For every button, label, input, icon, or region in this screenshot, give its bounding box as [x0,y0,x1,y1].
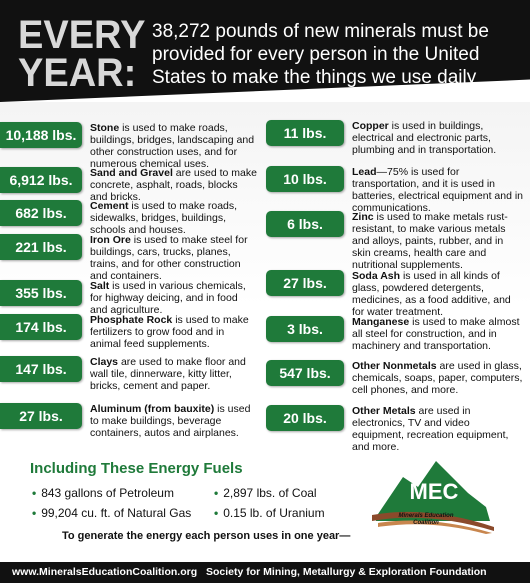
mineral-name: Cement [90,200,129,212]
mineral-text: are used to make concrete, asphalt, roads, blocks and bricks. [90,167,257,203]
amount-badge: 11 lbs. [266,120,344,146]
mineral-name: Clays [90,356,119,368]
bullet-icon: • [214,486,219,500]
logo-acronym: MEC [409,479,459,504]
heading-line-1: EVERY [18,13,146,57]
logo-line-2: Coalition [413,520,439,526]
bullet-icon: • [214,506,219,520]
mineral-row-iron-ore [0,234,258,282]
mineral-description [352,166,524,214]
mineral-text: is used in all kinds of glass, powdered detergents, medicines, as a food additive, and for water treatment. [352,270,511,318]
mineral-text: is used to make steel for buildings, cars, trucks, planes, trains, and for other construction and containers. [90,234,248,282]
mineral-name: Iron Ore [90,234,131,246]
mineral-name: Salt [90,280,110,292]
heading-line-2: YEAR: [18,51,137,95]
mineral-name: Manganese [352,316,410,328]
mineral-name: Zinc [352,211,374,223]
fuel-item [32,506,191,520]
amount-badge: 3 lbs. [266,316,344,342]
mineral-text: are used to make floor and wall tile, dinnerware, kitty litter, bricks, cement and paper. [90,356,246,392]
amount-badge: 147 lbs. [0,356,82,382]
mineral-text: is used to make almost all steel for construction, and in machinery and transportation. [352,316,520,352]
fuel-text: 843 gallons of Petroleum [41,486,174,500]
mineral-name: Copper [352,120,389,132]
amount-badge: 20 lbs. [266,405,344,431]
mineral-name: Other Metals [352,405,416,417]
mineral-text: —75% is used for transportation, and it is used in batteries, electrical equipment and in communications. [352,166,524,214]
mineral-text: are used in glass, chemicals, soaps, paper, computers, cell phones, and more. [352,360,523,396]
logo-line-1: Minerals Education [398,513,454,519]
mineral-text: are used in electronics, TV and video equipment, recreation equipment, and more. [352,405,509,453]
footer-url-link[interactable]: www.MineralsEducationCoalition.org [12,566,198,578]
energy-fuels-title: Including These Energy Fuels [30,460,243,477]
mineral-description [90,122,258,170]
mineral-description [352,120,524,156]
fuel-text: 99,204 cu. ft. of Natural Gas [41,506,192,520]
fuel-text: 0.15 lb. of Uranium [223,506,325,520]
fuel-text: 2,897 lbs. of Coal [223,486,317,500]
mineral-text: is used to make buildings, beverage containers, autos and airplanes. [90,403,251,439]
mineral-row-zinc [266,211,524,271]
mineral-row-soda-ash [266,270,524,318]
mineral-row-aluminum [0,403,258,439]
mineral-description [90,280,258,316]
mineral-name: Soda Ash [352,270,401,282]
mineral-name: Sand and Gravel [90,167,173,179]
every-year-heading [18,13,146,95]
mineral-text: is used to make fertilizers to grow food and in animal feed supplements. [90,314,249,350]
mineral-description [352,360,524,396]
mineral-description [352,405,524,453]
mineral-row-other-metals [266,405,524,453]
mineral-row-sand-gravel [0,167,258,203]
mineral-description [352,270,524,318]
amount-badge: 6,912 lbs. [0,167,82,193]
mec-logo [368,455,498,535]
mineral-text: is used to make roads, sidewalks, bridges, buildings, schools and houses. [90,200,238,236]
mineral-name: Aluminum (from bauxite) [90,403,215,415]
energy-footnote: To generate the energy each person uses in one year— [62,530,351,542]
mineral-description [90,234,258,282]
amount-badge: 355 lbs. [0,280,82,306]
bullet-icon: • [32,486,37,500]
mineral-row-other-nonmetals [266,360,524,396]
mineral-description [352,316,524,352]
mineral-row-stone [0,122,258,170]
mineral-description [90,200,258,236]
amount-badge: 27 lbs. [266,270,344,296]
mineral-row-manganese [266,316,524,352]
mineral-row-salt [0,280,258,316]
mineral-row-copper [266,120,524,156]
amount-badge: 221 lbs. [0,234,82,260]
bullet-icon: • [32,506,37,520]
amount-badge: 27 lbs. [0,403,82,429]
mineral-name: Other Nonmetals [352,360,437,372]
fuel-item [214,486,317,500]
mineral-name: Phosphate Rock [90,314,173,326]
amount-badge: 174 lbs. [0,314,82,340]
mineral-description [90,314,258,350]
mineral-text: is used in various chemicals, for highway deicing, and in food and agriculture. [90,280,246,316]
mineral-description [90,356,258,392]
amount-badge: 10 lbs. [266,166,344,192]
mineral-text: is used to make metals rust-resistant, to make various metals and alloys, paints, rubber, and in skin creams, health care and nutritional supplements. [352,211,508,271]
mineral-row-clays [0,356,258,392]
fuel-item [32,486,174,500]
fuel-item [214,506,325,520]
mineral-description [352,211,524,271]
mineral-text: is used to make roads, buildings, bridges, landscaping and other construction uses, and for numerous chemical uses. [90,122,255,170]
mineral-name: Lead [352,166,377,178]
mineral-row-phosphate [0,314,258,350]
mineral-description [90,167,258,203]
mineral-name: Stone [90,122,120,134]
mineral-row-cement [0,200,258,236]
footer-organization: Society for Mining, Metallurgy & Exploration Foundation [206,566,487,578]
amount-badge: 6 lbs. [266,211,344,237]
amount-badge: 547 lbs. [266,360,344,386]
amount-badge: 10,188 lbs. [0,122,82,148]
mineral-description [90,403,258,439]
mineral-text: is used in buildings, electrical and electronic parts, plumbing and in transportation. [352,120,497,156]
mineral-row-lead [266,166,524,214]
footer-bar [0,562,530,583]
header-statement: 38,272 pounds of new minerals must be provided for every person in the United States to make the things we use daily [152,21,489,88]
amount-badge: 682 lbs. [0,200,82,226]
